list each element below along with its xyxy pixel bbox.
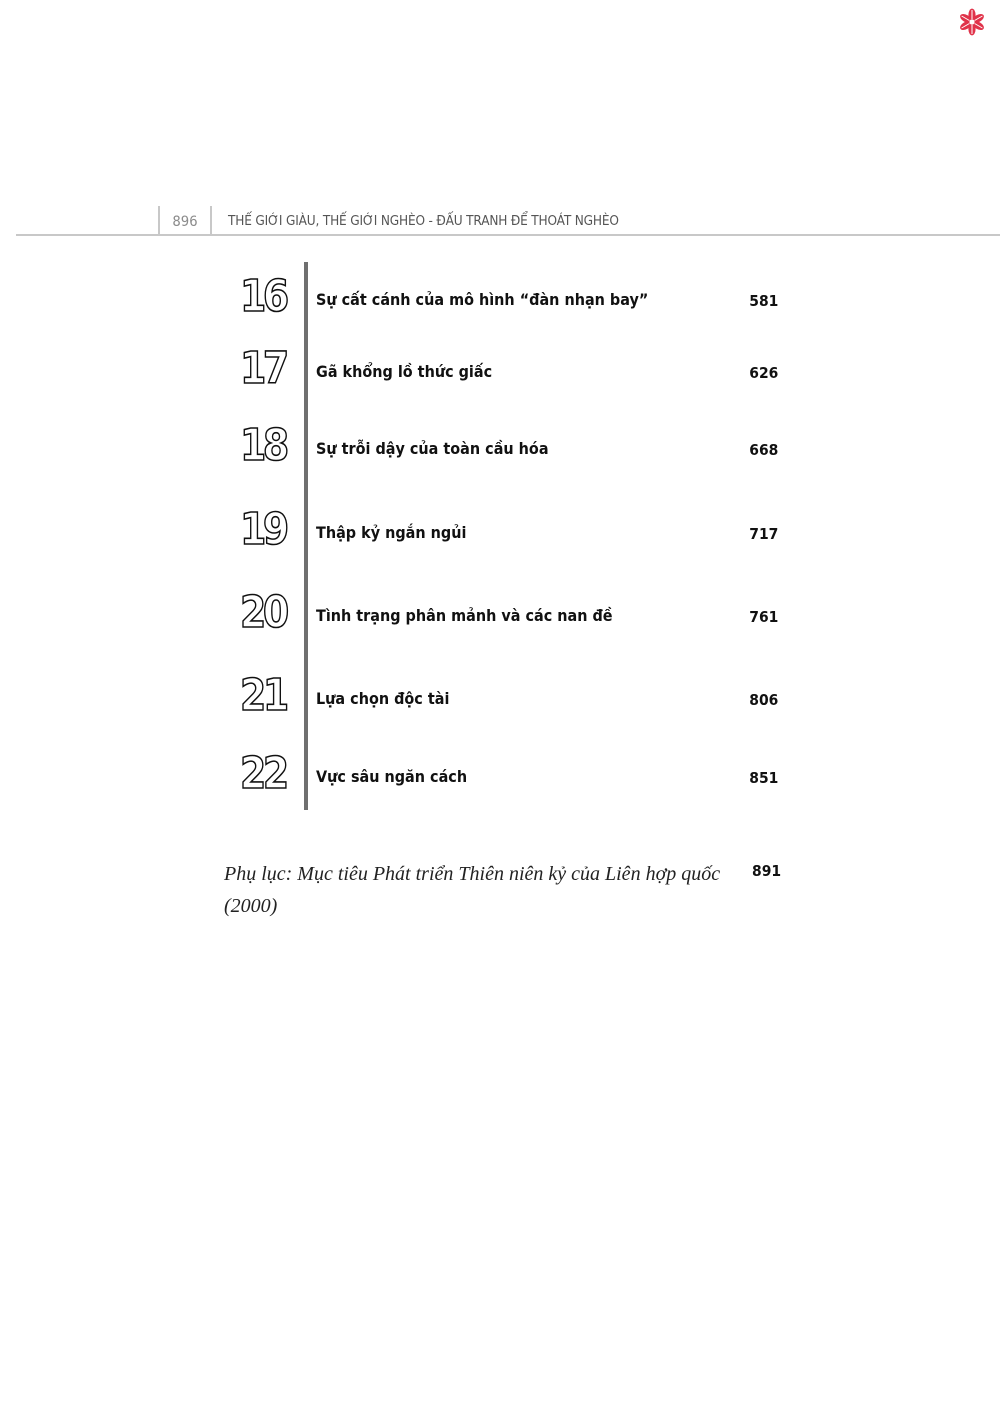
toc-entry-18[interactable] bbox=[220, 420, 800, 475]
chapter-title: Gã khổng lồ thức giấc bbox=[316, 362, 493, 381]
chapter-page: 806 bbox=[748, 691, 778, 709]
toc-entry-19[interactable] bbox=[220, 504, 800, 559]
chapter-page: 626 bbox=[748, 364, 778, 382]
header-rule bbox=[16, 234, 1000, 236]
toc-entry-17[interactable] bbox=[220, 343, 800, 398]
flower-logo-icon bbox=[958, 8, 986, 36]
toc-entry-20[interactable] bbox=[220, 587, 800, 642]
appendix-title[interactable]: Phụ lục: Mục tiêu Phát triển Thiên niên kỷ của Liên hợp quốc (2000) bbox=[224, 863, 721, 917]
chapter-title: Thập kỷ ngắn ngủi bbox=[316, 523, 467, 542]
chapter-number: 17 bbox=[240, 343, 286, 394]
chapter-number: 16 bbox=[240, 271, 286, 322]
appendix-page: 891 bbox=[752, 862, 782, 880]
chapter-number: 20 bbox=[240, 587, 286, 638]
toc-entry-21[interactable] bbox=[220, 670, 800, 725]
toc-entry-16[interactable] bbox=[220, 271, 800, 326]
chapter-page: 668 bbox=[748, 441, 778, 459]
chapter-number: 18 bbox=[240, 420, 286, 471]
chapter-page: 717 bbox=[748, 525, 778, 543]
chapter-page: 581 bbox=[748, 292, 778, 310]
chapter-title: Vực sâu ngăn cách bbox=[316, 767, 468, 786]
chapter-title: Lựa chọn độc tài bbox=[316, 689, 450, 708]
chapter-number: 21 bbox=[240, 670, 286, 721]
page-number: 896 bbox=[172, 214, 198, 230]
chapter-title: Sự cất cánh của mô hình “đàn nhạn bay” bbox=[316, 290, 649, 309]
chapter-title: Sự trỗi dậy của toàn cầu hóa bbox=[316, 439, 549, 458]
chapter-number: 19 bbox=[240, 504, 286, 555]
running-title: THẾ GIỚI GIÀU, THẾ GIỚI NGHÈO - ĐẤU TRANH ĐỂ THOÁT NGHÈO bbox=[228, 213, 619, 229]
toc-entry-22[interactable] bbox=[220, 748, 800, 803]
chapter-title: Tình trạng phân mảnh và các nan đề bbox=[316, 606, 613, 625]
chapter-page: 761 bbox=[748, 608, 778, 626]
chapter-number: 22 bbox=[240, 748, 286, 799]
chapter-page: 851 bbox=[748, 769, 778, 787]
